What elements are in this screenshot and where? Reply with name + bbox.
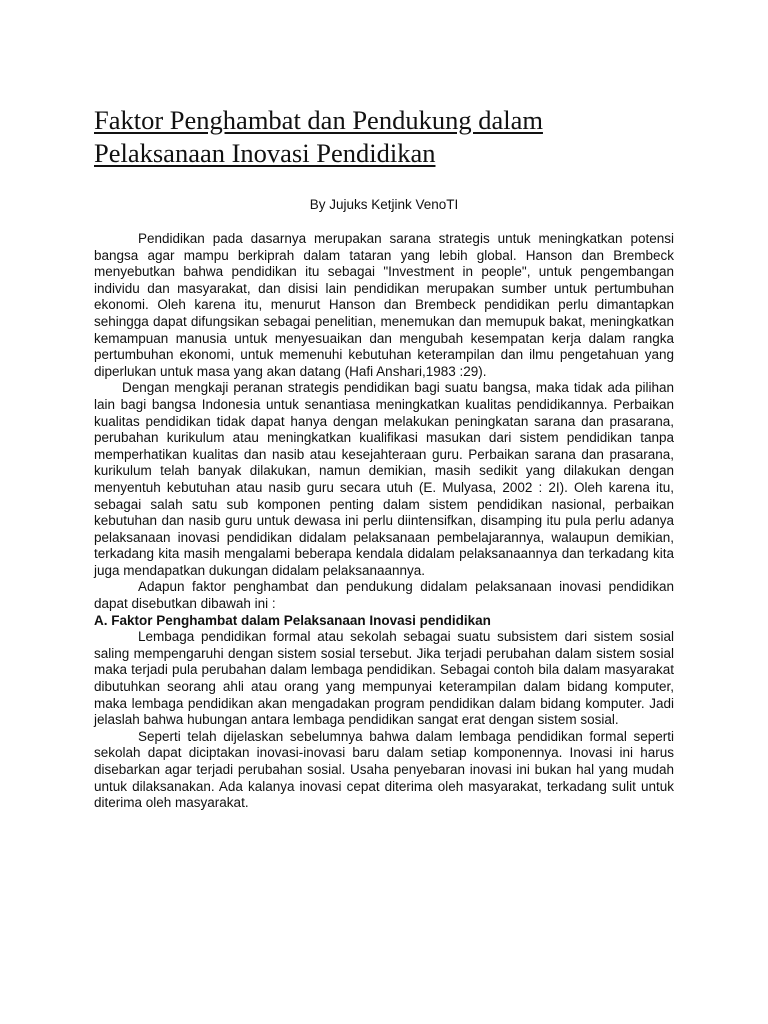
document-title — [94, 104, 714, 170]
section-heading: A. Faktor Penghambat dalam Pelaksanaan Inovasi pendidikan — [94, 612, 491, 628]
author-line: By Jujuks Ketjink VenoTI — [309, 197, 459, 212]
document-body — [94, 231, 674, 812]
paragraph-3: Adapun faktor penghambat dan pendukung didalam pelaksanaan inovasi pendidikan dapat disebutkan dibawah ini : — [94, 579, 674, 612]
title-line-2: Pelaksanaan Inovasi Pendidikan — [94, 138, 436, 168]
paragraph-2: Dengan mengkaji peranan strategis pendidikan bagi suatu bangsa, maka tidak ada pilihan lain bagi bangsa Indonesia untuk senantiasa meningkatkan kualitas pendidikannya. Perbaikan kualitas pendidikan tidak dapat hanya dengan melakukan peningkatan sarana dan prasarana, perubahan kurikulum atau meningkatkan kualifikasi masukan dari sistem pendidikan tanpa memperhatikan kualitas dan nasib atau kesejahteraan guru. Perbaikan sarana dan prasarana, kurikulum telah banyak dilakukan, namun demikian, masih sedikit yang dilakukan dengan menyentuh kebutuhan atau nasib guru secara utuh (E. Mulyasa, 2002 : 2I). Oleh karena itu, sebagai salah satu sub komponen penting dalam sistem pendidikan nasional, perbaikan kebutuhan dan nasib guru untuk dewasa ini perlu diintensifkan, disamping itu pula perlu adanya pelaksanaan inovasi pendidikan didalam pelaksanaan pembelajarannya, walaupun demikian, terkadang kita masih mengalami beberapa kendala didalam pelaksanaannya dan terkadang kita juga mendapatkan dukungan didalam pelaksanaannya. — [94, 380, 674, 578]
paragraph-1: Pendidikan pada dasarnya merupakan sarana strategis untuk meningkatkan potensi bangsa agar mampu berkiprah dalam tataran yang lebih global. Hanson dan Brembeck menyebutkan bahwa pendidikan itu sebagai "Investment in people", untuk pengembangan individu dan masyarakat, dan disisi lain pendidikan merupakan sumber untuk pertumbuhan ekonomi. Oleh karena itu, menurut Hanson dan Brembeck pendidikan perlu dimantapkan sehingga dapat difungsikan sebagai penelitian, menemukan dan memupuk bakat, meningkatkan kemampuan manusia untuk menyesuaikan dan mengubah kesempatan kerja dalam rangka pertumbuhan ekonomi, untuk memenuhi kebutuhan keterampilan dan ilmu pengetahuan yang diperlukan untuk masa yang akan datang (Hafi Anshari,1983 :29). — [94, 231, 674, 379]
section-paragraph-2: Seperti telah dijelaskan sebelumnya bahwa dalam lembaga pendidikan formal seperti sekolah dapat diciptakan inovasi-inovasi baru dalam setiap komponennya. Inovasi ini harus disebarkan agar terjadi perubahan sosial. Usaha penyebaran inovasi ini bukan hal yang mudah untuk dilaksanakan. Ada kalanya inovasi cepat diterima oleh masyarakat, terkadang sulit untuk diterima oleh masyarakat. — [94, 728, 674, 811]
section-paragraph-1: Lembaga pendidikan formal atau sekolah sebagai suatu subsistem dari sistem sosial saling mempengaruhi dengan sistem sosial tersebut. Jika terjadi perubahan dalam sistem sosial maka terjadi pula perubahan dalam lembaga pendidikan. Sebagai contoh bila dalam masyarakat dibutuhkan seorang ahli atau orang yang mempunyai keterampilan dalam bidang komputer, maka lembaga pendidikan akan mengadakan program pendidikan dalam bidang komputer. Jadi jelaslah bahwa hubungan antara lembaga pendidikan sangat erat dengan sistem sosial. — [94, 629, 674, 728]
title-line-1: Faktor Penghambat dan Pendukung dalam — [94, 105, 543, 135]
